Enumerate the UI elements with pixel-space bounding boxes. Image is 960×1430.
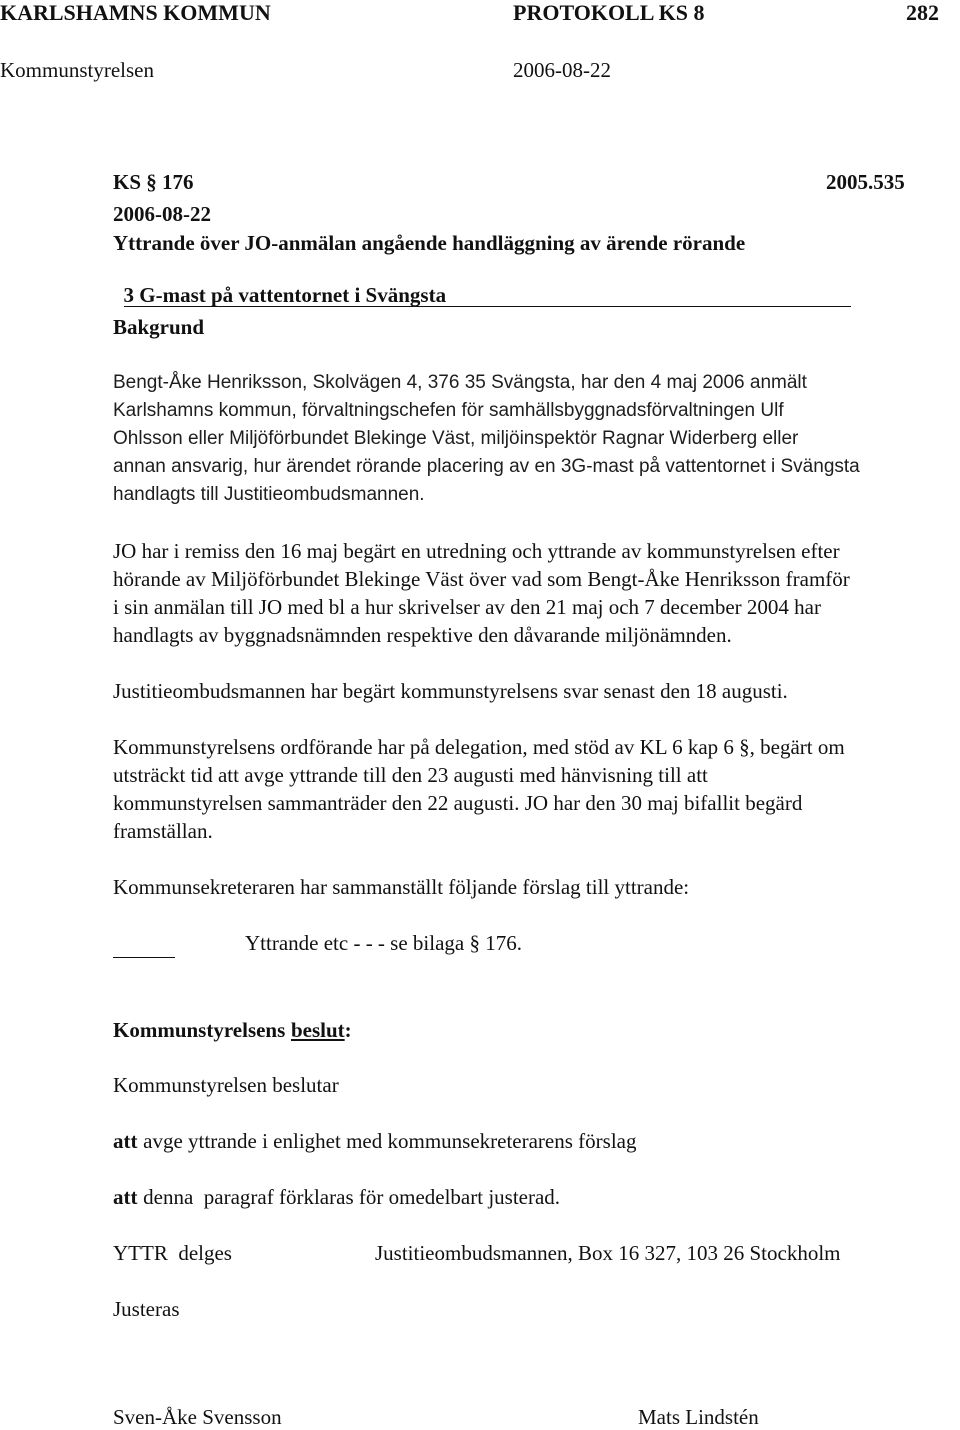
header-date: 2006-08-22 [513,58,611,82]
separator-line [113,957,175,958]
attachment-note: Yttrande etc - - - se bilaga § 176. [245,931,522,955]
decision-intro: Kommunstyrelsen beslutar [113,1073,339,1097]
case-number: 2005.535 [826,170,905,194]
header-org: KARLSHAMNS KOMMUN [0,0,271,25]
decision-heading-word: beslut [290,1018,345,1042]
background-paragraph-1 [113,369,860,509]
item-number: KS § 176 [113,170,194,194]
item-title-line-2 [113,259,851,307]
decision-clause-1 [113,1129,636,1153]
distribution-label: YTTR delges [113,1241,232,1265]
item-date: 2006-08-22 [113,202,211,226]
background-paragraph-4 [113,733,845,845]
section-heading-background: Bakgrund [113,315,205,339]
paragraph-line: utsträckt tid att avge yttrande till den 23 augusti med hänvisning till att [113,763,708,787]
clause-keyword: att [113,1185,138,1209]
decision-heading-prefix: Kommunstyrelsens [113,1018,286,1042]
decision-clause-2 [113,1185,560,1209]
item-title-line-1: Yttrande över JO-anmälan angående handläggning av ärende rörande [113,231,746,255]
paragraph-line: Kommunstyrelsens ordförande har på delegation, med stöd av KL 6 kap 6 §, begärt om [113,735,845,759]
paragraph-line: framställan. [113,819,213,843]
verification-label: Justeras [113,1297,180,1321]
paragraph-line: hörande av Miljöförbundet Blekinge Väst över vad som Bengt-Åke Henriksson framför [113,567,850,591]
paragraph-line: annan ansvarig, hur ärendet rörande placering av en 3G-mast på vattentornet i Svängsta [113,456,860,477]
paragraph-line: kommunstyrelsen sammanträder den 22 augusti. JO har den 30 maj bifallit begärd [113,791,803,815]
paragraph-line: handlagts av byggnadsnämnden respektive den dåvarande miljönämnden. [113,623,732,647]
item-title-line-2-text: 3 G-mast på vattentornet i Svängsta [124,284,851,307]
distribution-recipient: Justitieombudsmannen, Box 16 327, 103 26 Stockholm [375,1241,841,1265]
paragraph-line: handlagts till Justitieombudsmannen. [113,484,425,505]
paragraph-line: Ohlsson eller Miljöförbundet Blekinge Väst, miljöinspektör Ragnar Widerberg eller [113,428,799,449]
paragraph-line: Bengt-Åke Henriksson, Skolvägen 4, 376 35 Svängsta, har den 4 maj 2006 anmält [113,372,807,393]
signatory-2: Mats Lindstén [638,1405,759,1429]
background-paragraph-2 [113,537,850,649]
background-paragraph-3: Justitieombudsmannen har begärt kommunstyrelsens svar senast den 18 augusti. [113,679,788,703]
signatory-1: Sven-Åke Svensson [113,1405,282,1429]
clause-text: denna paragraf förklaras för omedelbart justerad. [143,1185,561,1209]
paragraph-line: Karlshamns kommun, förvaltningschefen för samhällsbyggnadsförvaltningen Ulf [113,400,784,421]
decision-heading-suffix: : [344,1018,352,1042]
header-document-type: PROTOKOLL KS 8 [513,0,705,25]
clause-text: avge yttrande i enlighet med kommunsekreterarens förslag [143,1129,637,1153]
decision-heading [113,1018,352,1042]
paragraph-line: JO har i remiss den 16 maj begärt en utredning och yttrande av kommunstyrelsen efter [113,539,840,563]
background-paragraph-5: Kommunsekreteraren har sammanställt följande förslag till yttrande: [113,875,690,899]
clause-keyword: att [113,1129,138,1153]
header-committee: Kommunstyrelsen [0,58,154,82]
header-page-number: 282 [906,0,939,25]
paragraph-line: i sin anmälan till JO med bl a hur skrivelser av den 21 maj och 7 december 2004 har [113,595,821,619]
